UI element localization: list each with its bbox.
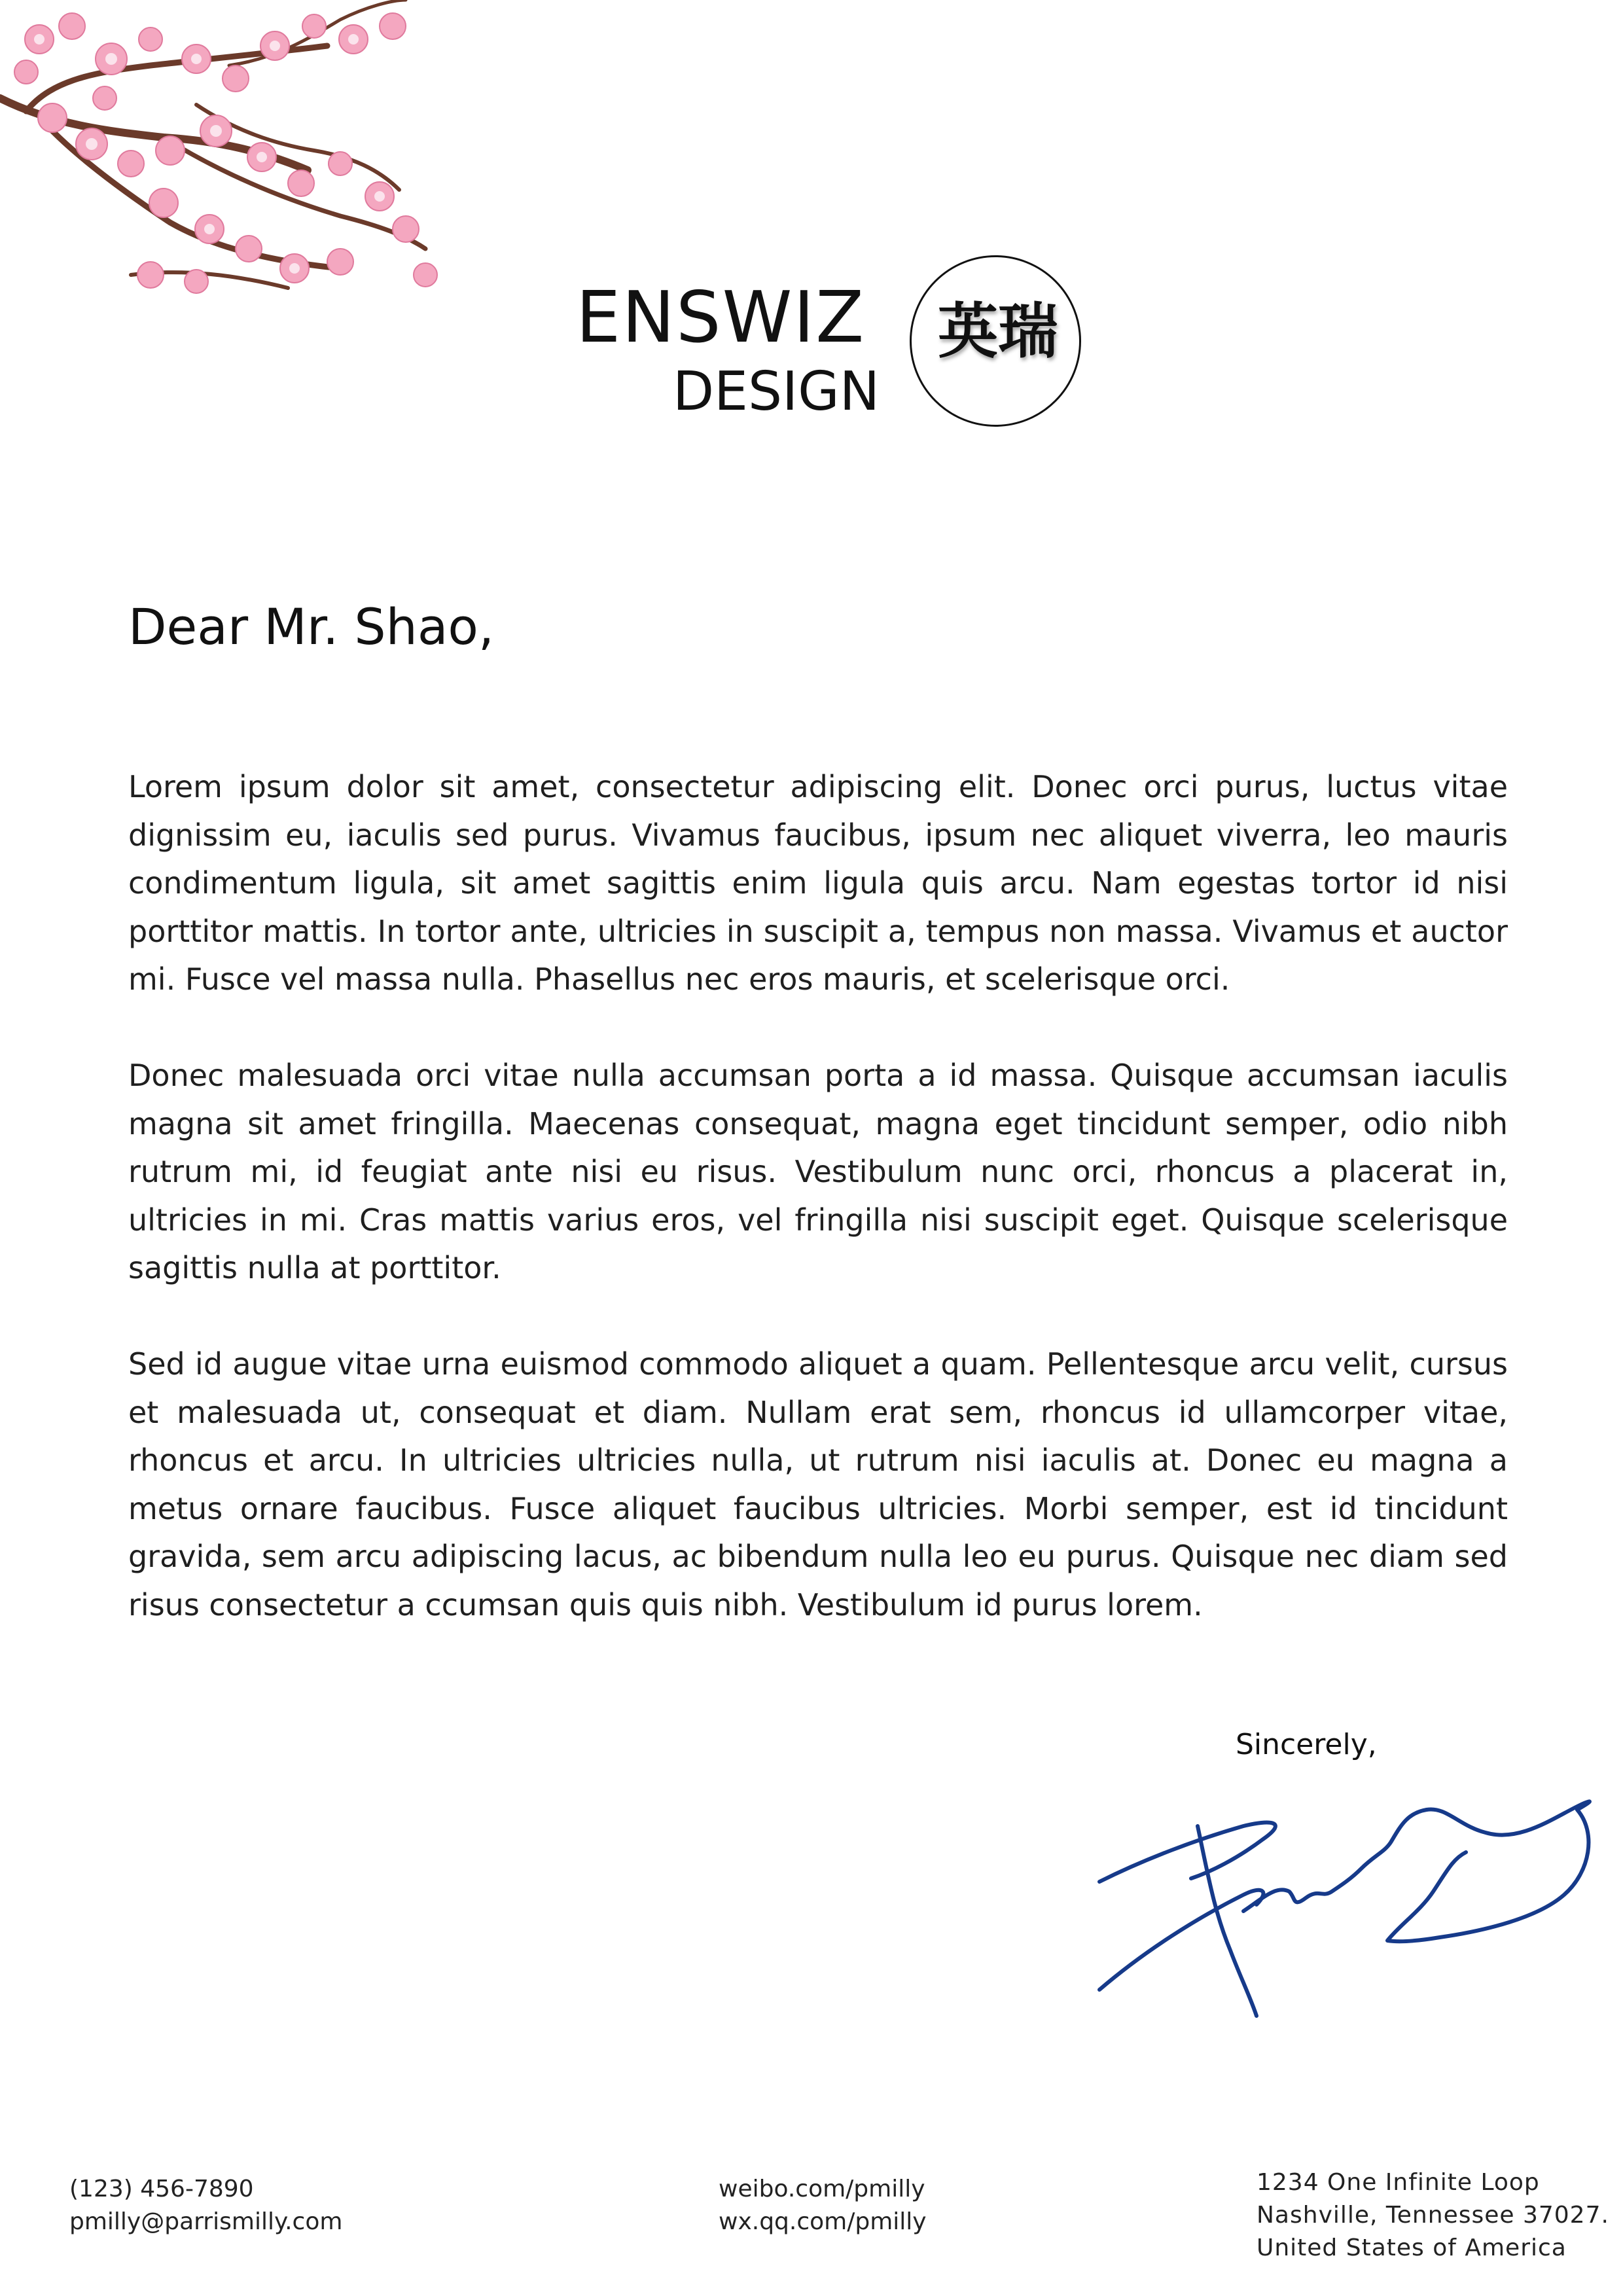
logo-seal-glyphs: 英瑞 bbox=[937, 296, 1058, 367]
handwritten-signature bbox=[1093, 1780, 1603, 2042]
footer-wechat: wx.qq.com/pmilly bbox=[719, 2208, 927, 2235]
body-paragraph-3: Sed id augue vitae urna euismod commodo aliquet a quam. Pellentesque arcu velit, cursus et malesuada ut, consequat et diam. Nullam erat sem, rhoncus id ullamcorper vitae, rhoncus et arcu. In ultricies ultricies nulla, ut rutrum nisi iaculis at. Donec eu magna a metus ornare faucibus. Fusce aliquet faucibus ultricies. Morbi semper, est id tincidunt gravida, sem arcu adipiscing lacus, ac bibendum nulla leo eu purus. Quisque nec diam sed risus consectetur a ccumsan quis quis nibh. Vestibulum id purus lorem. bbox=[128, 1346, 1508, 1623]
footer-address-line-2: Nashville, Tennessee 37027. bbox=[1257, 2202, 1609, 2229]
footer-contact-phone-email bbox=[69, 2173, 342, 2238]
letter-greeting: Dear Mr. Shao, bbox=[128, 598, 495, 656]
footer-address bbox=[1257, 2166, 1609, 2265]
footer-address-line-3: United States of America bbox=[1257, 2234, 1567, 2261]
footer-weibo: weibo.com/pmilly bbox=[719, 2176, 925, 2202]
footer-address-line-1: 1234 One Infinite Loop bbox=[1257, 2169, 1540, 2196]
logo-wordmark-bottom: DESIGN bbox=[673, 361, 880, 423]
footer-social bbox=[719, 2173, 927, 2238]
logo-wordmark-top: ENSWIZ bbox=[576, 277, 866, 359]
cherry-blossom-illustration bbox=[0, 0, 458, 314]
body-paragraph-1: Lorem ipsum dolor sit amet, consectetur adipiscing elit. Donec orci purus, luctus vitae dignissim eu, iaculis sed purus. Vivamus faucibus, ipsum nec aliquet viverra, leo mauris condimentum ligula, sit amet sagittis enim ligula quis arcu. Nam egestas tortor id nisi porttitor mattis. In tortor ante, ultricies in suscipit a, tempus non massa. Vivamus et auctor mi. Fusce vel massa nulla. Phasellus nec eros mauris, et scelerisque orci. bbox=[128, 769, 1508, 997]
company-logo bbox=[576, 255, 1099, 432]
footer-phone: (123) 456-7890 bbox=[69, 2176, 254, 2202]
footer-email: pmilly@parrismilly.com bbox=[69, 2208, 343, 2235]
letter-closing: Sincerely, bbox=[1236, 1728, 1377, 1761]
letter-body bbox=[128, 763, 1508, 1677]
body-paragraph-2: Donec malesuada orci vitae nulla accumsan porta a id massa. Quisque accumsan iaculis magna sit amet fringilla. Maecenas consequat, magna eget tincidunt semper, odio nibh rutrum mi, id feugiat ante nisi eu risus. Vestibulum nunc orci, rhoncus a placerat in, ultricies in mi. Cras mattis varius eros, vel fringilla nisi suscipit eget. Quisque scelerisque sagittis nulla at porttitor. bbox=[128, 1058, 1508, 1285]
